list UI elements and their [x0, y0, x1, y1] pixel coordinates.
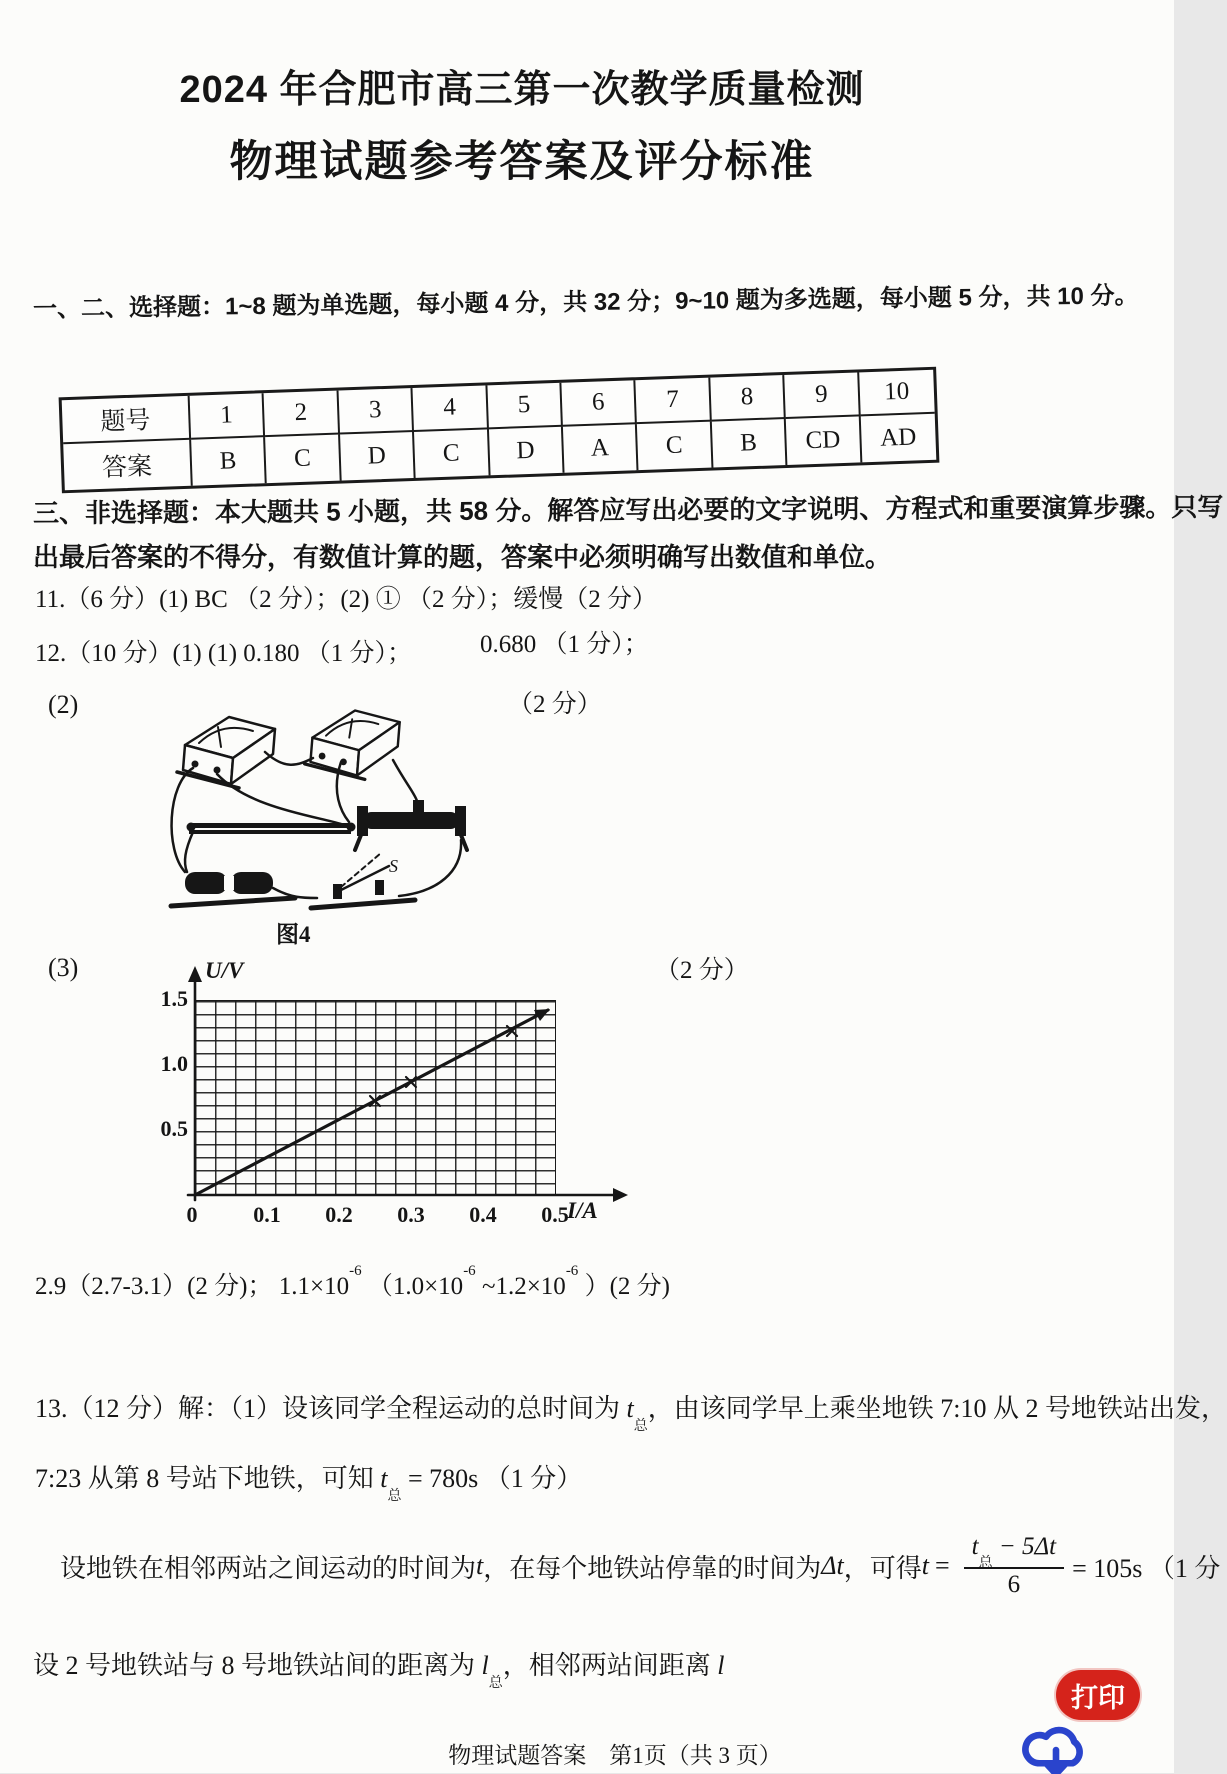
q13-text: 7:23 从第 8 号站下地铁，可知	[35, 1464, 381, 1493]
table-qnum: 7	[636, 378, 712, 425]
result-text: （1.0×10	[367, 1273, 464, 1300]
q13-text: 设 2 号地铁站与 8 号地铁站间的距离为	[33, 1651, 482, 1680]
subscript: 总	[633, 1419, 648, 1435]
table-qnum: 10	[859, 370, 935, 417]
y-tick: 1.0	[160, 1051, 188, 1076]
x-tick: 0.4	[469, 1202, 497, 1227]
figure-caption: 图4	[276, 922, 311, 947]
section-choice-heading: 一、二、选择题：1~8 题为单选题，每小题 4 分，共 32 分；9~10 题为多选题，每小题 5 分，共 10 分。	[32, 282, 1139, 323]
q13-line2	[35, 1458, 583, 1505]
section-free-heading-line2: 出最后答案的不得分，有数值计算的题，答案中必须明确写出数值和单位。	[33, 542, 892, 572]
table-qnum: 3	[338, 388, 414, 435]
symbol-t: t	[971, 1533, 979, 1560]
x-tick: 0	[186, 1202, 198, 1227]
table-answer: D	[489, 427, 565, 476]
page-title-line2: 物理试题参考答案及评分标准	[229, 138, 815, 186]
q13-text: ，在每个地铁站停靠的时间为	[483, 1553, 822, 1583]
subscript: 总	[978, 1556, 993, 1571]
result-text: ）(2 分)	[584, 1273, 670, 1300]
table-answer-label: 答案	[63, 440, 193, 490]
symbol-t: t	[380, 1464, 388, 1493]
answer-line-q11: 11.（6 分）(1) BC （2 分）；(2) ① （2 分）；缓慢（2 分）	[35, 586, 657, 613]
q13-text: ，相邻两站间距离	[502, 1651, 718, 1680]
result-text: 2.9（2.7-3.1）(2 分)； 1.1×10	[35, 1273, 350, 1300]
exponent: -6	[463, 1262, 476, 1279]
subscript: 总	[488, 1676, 503, 1692]
symbol-delta-t: Δt	[821, 1551, 844, 1580]
numerator-rest: − 5Δt	[992, 1533, 1057, 1560]
q13-text: ，可得	[843, 1553, 922, 1583]
q13-formula-line	[60, 1528, 1220, 1604]
x-tick: 0.3	[397, 1202, 425, 1227]
fraction	[964, 1533, 1064, 1599]
result-text: ~1.2×10	[481, 1273, 566, 1300]
circuit-apparatus-diagram	[165, 700, 485, 915]
table-qnum: 4	[413, 385, 489, 432]
answer-table	[59, 367, 940, 494]
y-tick: 0.5	[160, 1116, 188, 1141]
table-answer: D	[340, 432, 416, 481]
q12-part3-score: （2 分）	[655, 957, 749, 984]
table-qnum: 5	[487, 383, 563, 430]
exponent: -6	[349, 1262, 362, 1279]
table-answer: A	[563, 424, 639, 473]
table-qnum: 1	[190, 393, 266, 440]
q13-text: 13.（12 分）解：（1）设该同学全程运动的总时间为	[35, 1394, 627, 1423]
table-qnum: 2	[264, 391, 340, 438]
table-qnum: 9	[784, 372, 860, 419]
print-button-label: 打印	[1071, 1682, 1125, 1713]
table-answer: B	[191, 437, 267, 486]
y-tick: 1.5	[160, 986, 188, 1011]
table-qnum: 6	[561, 380, 637, 427]
section-free-heading-line1: 三、非选择题：本大题共 5 小题，共 58 分。解答应写出必要的文字说明、方程式和重要演算步骤。只写	[32, 491, 1224, 529]
cloud-download-icon[interactable]	[1006, 1712, 1106, 1774]
q12-part2-label: (2)	[48, 690, 79, 719]
q12-part3-label: (3)	[48, 953, 79, 982]
table-answer: AD	[879, 423, 917, 452]
table-answer: C	[414, 429, 490, 478]
fraction-numerator	[964, 1533, 1064, 1569]
q12-part2-score: （2 分）	[508, 691, 602, 718]
q12-part3-result	[35, 1262, 670, 1302]
table-qnum: 8	[710, 375, 786, 422]
q13-text: ，由该同学早上乘坐地铁 7:10 从 2 号地铁站出发，	[647, 1394, 1227, 1423]
x-tick: 0.1	[253, 1202, 281, 1227]
table-answer: C	[637, 422, 713, 471]
q13-text: 设地铁在相邻两站之间运动的时间为	[60, 1553, 477, 1583]
graph-x-axis-label: I/A	[567, 1198, 598, 1223]
q13-text: = 780s （1 分）	[401, 1464, 583, 1493]
table-answer: CD	[786, 416, 862, 465]
x-tick: 0.2	[325, 1202, 353, 1227]
symbol-l: l	[481, 1651, 489, 1680]
x-tick: 0.5	[541, 1202, 569, 1227]
equals-sign: =	[935, 1551, 950, 1580]
symbol-t: t	[921, 1551, 929, 1580]
page-footer: 物理试题答案 第1页（共 3 页）	[448, 1743, 782, 1768]
page-title-line1: 2024 年合肥市高三第一次教学质量检测	[179, 69, 865, 111]
symbol-t: t	[476, 1551, 484, 1580]
answer-line-q12-part1: 12.（10 分）(1) (1) 0.180 （1 分）；	[35, 640, 413, 667]
subscript: 总	[387, 1489, 402, 1505]
q13-line4	[33, 1645, 725, 1692]
answer-line-q12-part1b: 0.680 （1 分）；	[480, 631, 649, 658]
fraction-denominator: 6	[1007, 1571, 1021, 1598]
table-answer: B	[712, 419, 788, 468]
symbol-t: t	[626, 1394, 634, 1423]
graph-y-axis-label: U/V	[205, 958, 244, 983]
exponent: -6	[565, 1262, 579, 1279]
table-header-label: 题号	[62, 396, 191, 444]
switch-label: S	[389, 856, 398, 876]
table-answer: C	[265, 435, 341, 484]
symbol-l: l	[717, 1651, 725, 1680]
q13-line1	[35, 1388, 1227, 1435]
q13-text: = 105s （1 分	[1072, 1553, 1221, 1583]
